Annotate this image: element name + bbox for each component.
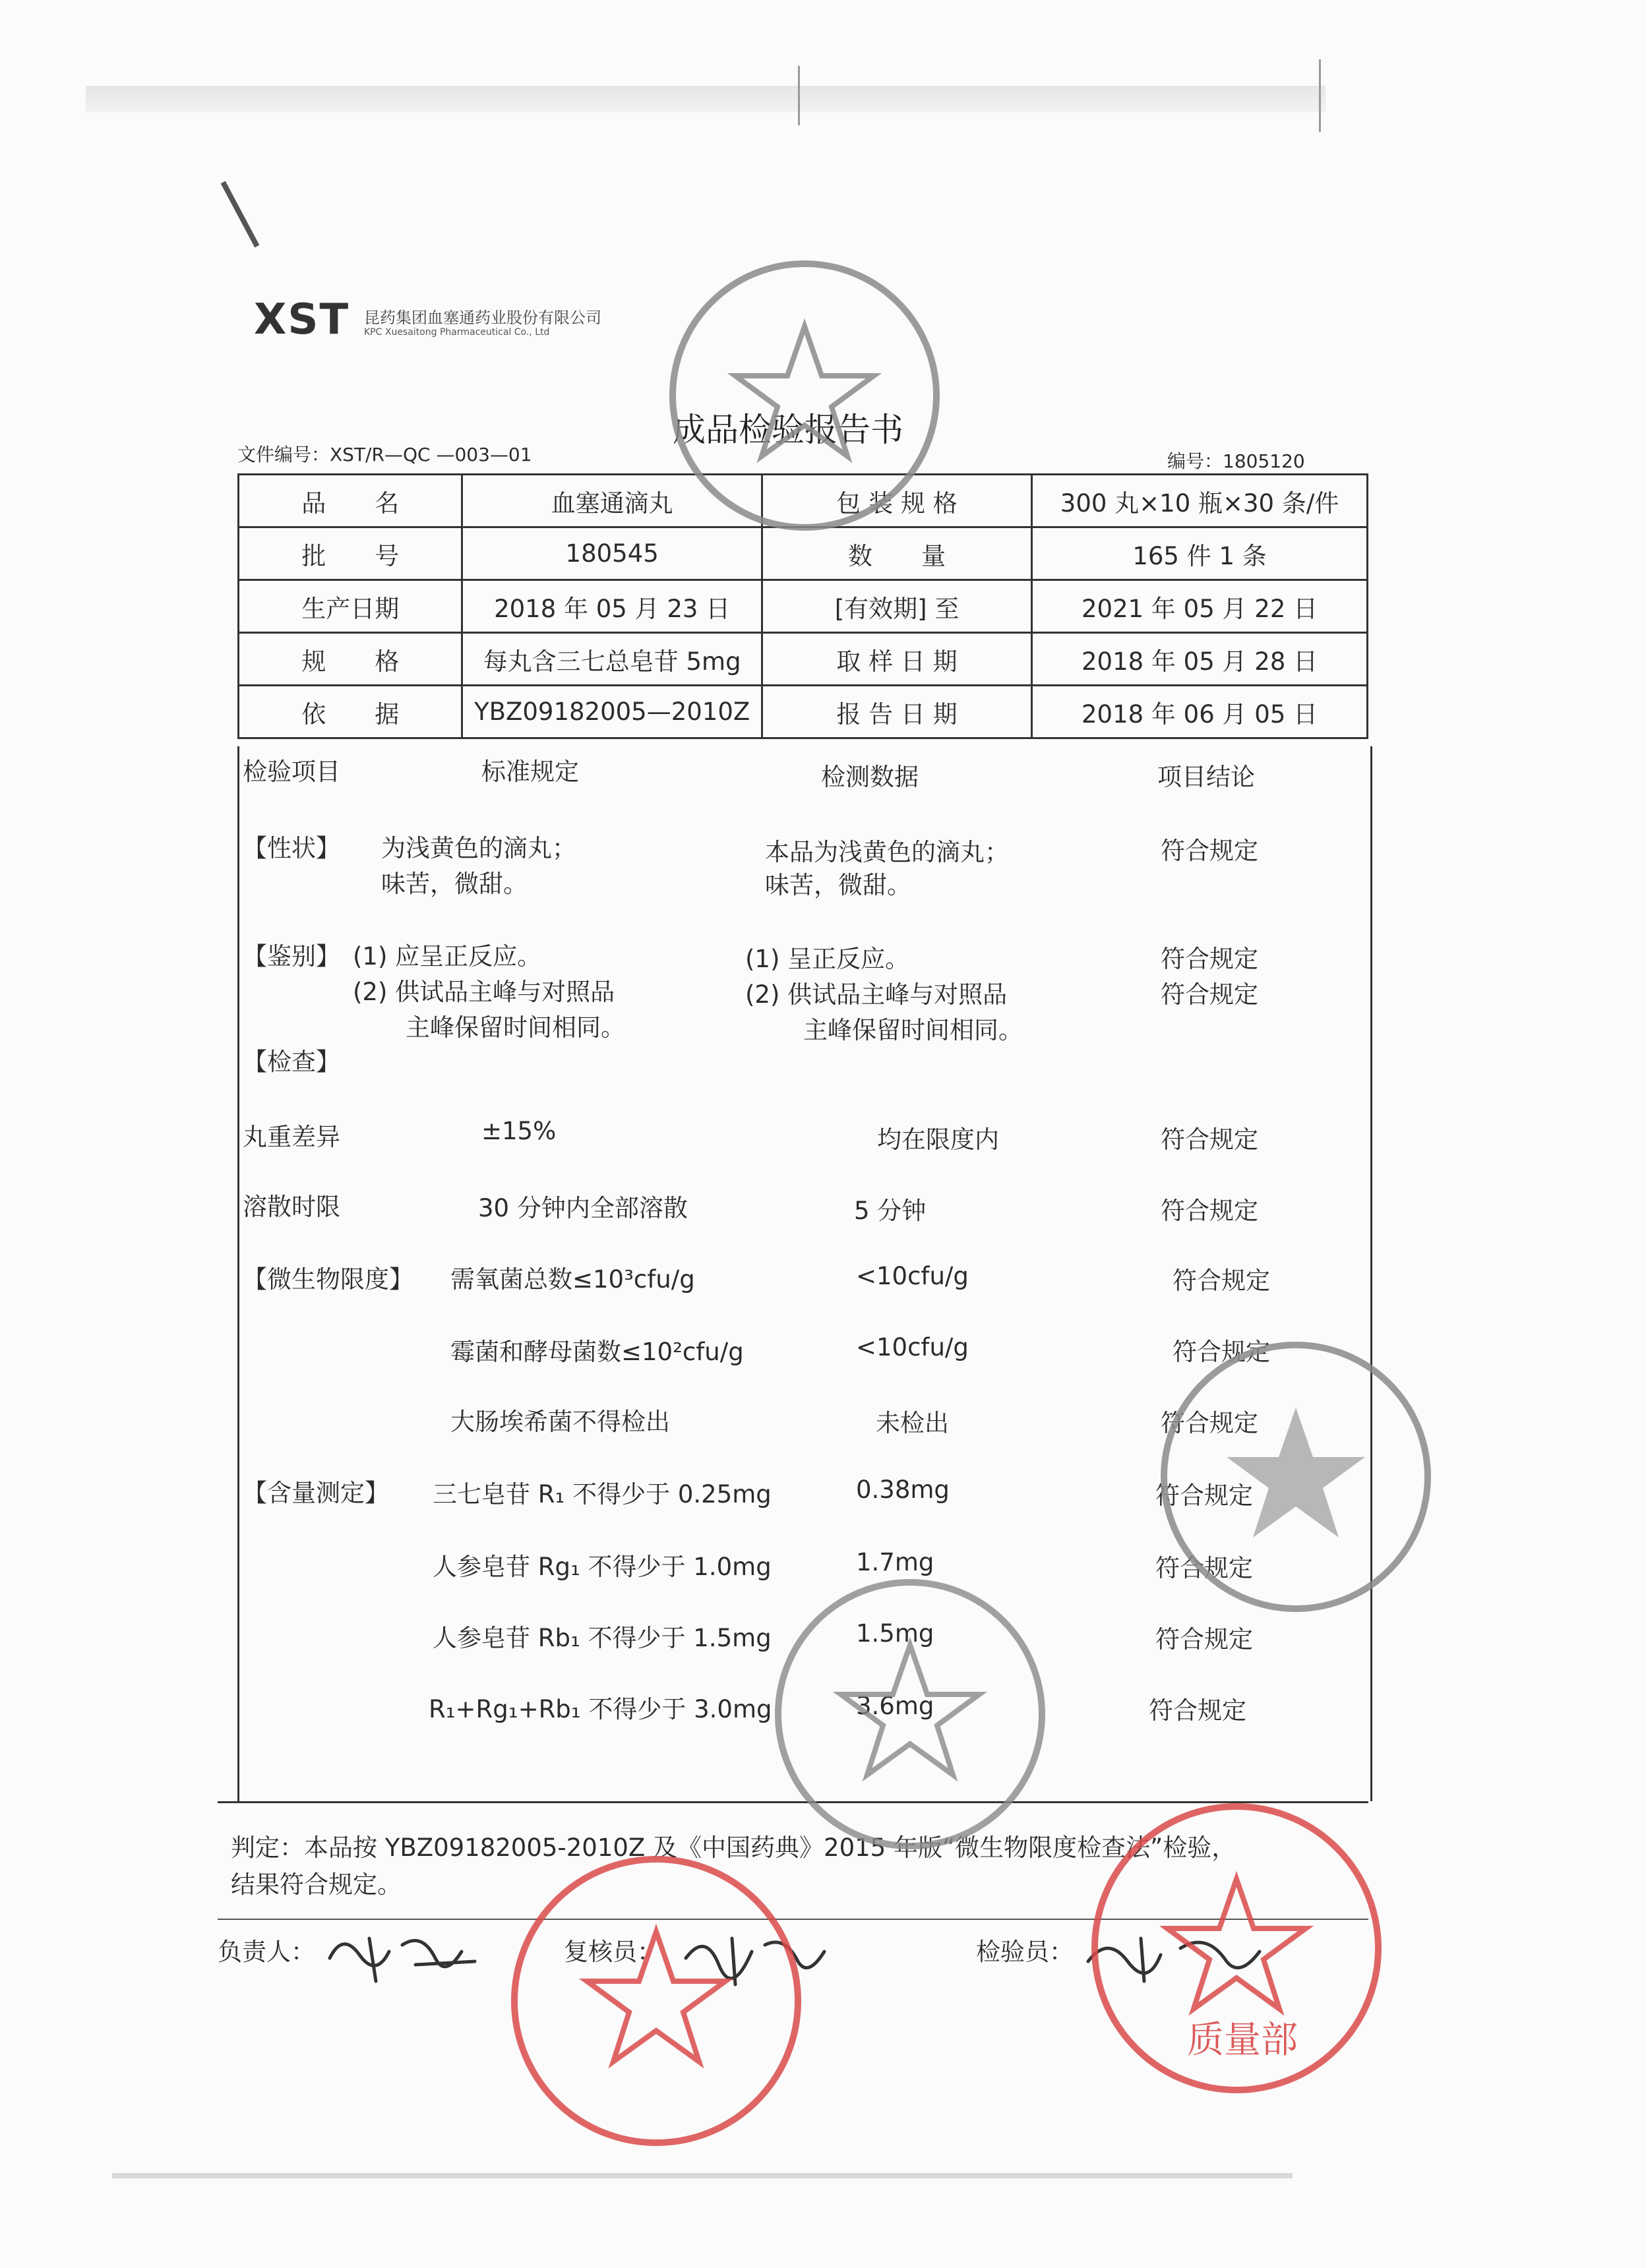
- report-number: 编号：1805120: [1167, 450, 1305, 472]
- col-conclusion: 项目结论: [1157, 763, 1255, 791]
- microbial-conclusion: 符合规定: [1173, 1267, 1270, 1295]
- product-name-label: 品 名: [239, 475, 462, 527]
- spec-label: 规 格: [239, 633, 462, 686]
- product-name-value: 血塞通滴丸: [462, 475, 762, 527]
- scan-mark: [221, 181, 260, 248]
- col-data: 检测数据: [821, 763, 919, 791]
- report-date-label: 报 告 日 期: [762, 686, 1031, 738]
- identification-data: (1) 呈正反应。: [745, 945, 910, 973]
- responsible-label: 负责人：: [218, 1938, 315, 1966]
- microbial-standard: 霉菌和酵母菌数≤10²cfu/g: [450, 1338, 744, 1366]
- quantity-label: 数 量: [762, 527, 1031, 580]
- identification-data: 主峰保留时间相同。: [803, 1016, 1023, 1044]
- expiry-label: [有效期] 至: [762, 580, 1031, 633]
- identification-data: (2) 供试品主峰与对照品: [745, 980, 1008, 1009]
- assay-conclusion: 符合规定: [1155, 1554, 1253, 1582]
- basis-label: 依 据: [239, 686, 462, 738]
- identification-standard: (1) 应呈正反应。: [353, 942, 542, 970]
- identification-standard: (2) 供试品主峰与对照品: [353, 978, 615, 1006]
- report-date-value: 2018 年 06 月 05 日: [1032, 686, 1368, 738]
- assay-standard: 人参皂苷 Rb₁ 不得少于 1.5mg: [433, 1624, 772, 1652]
- col-item: 检验项目: [243, 758, 340, 786]
- batch-value: 180545: [462, 527, 762, 580]
- weight-variation-label: 丸重差异: [243, 1123, 340, 1151]
- scan-fold-line: [1319, 59, 1321, 132]
- identification-standard: 主峰保留时间相同。: [406, 1013, 625, 1042]
- scan-shadow-line: [112, 2173, 1293, 2178]
- spec-value: 每丸含三七总皂苷 5mg: [462, 633, 762, 686]
- microbial-data: <10cfu/g: [856, 1333, 969, 1361]
- quantity-value: 165 件 1 条: [1032, 527, 1368, 580]
- expiry-value: 2021 年 05 月 22 日: [1032, 580, 1368, 633]
- scan-shadow-band: [86, 86, 1326, 112]
- microbial-standard: 需氧菌总数≤10³cfu/g: [450, 1265, 695, 1294]
- sampling-date-value: 2018 年 05 月 28 日: [1032, 633, 1368, 686]
- doc-number: 文件编号：XST/R—QC —003—01: [237, 444, 532, 465]
- responsible-signature: [323, 1919, 481, 1991]
- identification-label: 【鉴别】: [243, 942, 340, 970]
- identification-conclusion: 符合规定: [1161, 945, 1258, 973]
- stamp-text: 质量部: [1187, 2019, 1298, 2062]
- assay-label: 【含量测定】: [243, 1479, 389, 1507]
- company-seal-stamp: [765, 1569, 1055, 1859]
- inspector-label: 检验员：: [976, 1938, 1074, 1966]
- company-logo: XST: [254, 295, 350, 344]
- microbial-conclusion: 符合规定: [1173, 1338, 1270, 1366]
- company-seal-stamp: [659, 251, 950, 541]
- batch-label: 批 号: [239, 527, 462, 580]
- red-quality-stamp: [1082, 1793, 1391, 2103]
- quality-dept-stamp: [1151, 1332, 1441, 1622]
- weight-variation-data: 均在限度内: [877, 1125, 999, 1154]
- table-row: [239, 580, 1368, 633]
- character-data: 本品为浅黄色的滴丸；: [765, 838, 1009, 866]
- weight-variation-standard: ±15%: [481, 1117, 557, 1145]
- microbial-data: <10cfu/g: [856, 1262, 969, 1290]
- assay-data: 1.5mg: [856, 1619, 934, 1648]
- disintegration-conclusion: 符合规定: [1161, 1197, 1258, 1225]
- character-conclusion: 符合规定: [1161, 837, 1258, 865]
- assay-conclusion: 符合规定: [1155, 1481, 1253, 1510]
- microbial-standard: 大肠埃希菌不得检出: [450, 1408, 670, 1436]
- disintegration-label: 溶散时限: [243, 1193, 340, 1221]
- table-row: [239, 686, 1368, 738]
- assay-standard: 人参皂苷 Rg₁ 不得少于 1.0mg: [433, 1553, 772, 1581]
- col-standard: 标准规定: [481, 758, 579, 786]
- character-data: 味苦，微甜。: [765, 871, 911, 899]
- red-seal-stamp: [501, 1846, 811, 2156]
- assay-data: 0.38mg: [856, 1476, 950, 1504]
- assay-conclusion: 符合规定: [1155, 1625, 1253, 1654]
- assay-data: 1.7mg: [856, 1548, 934, 1576]
- identification-conclusion: 符合规定: [1161, 980, 1258, 1009]
- microbial-label: 【微生物限度】: [243, 1265, 413, 1294]
- assay-data: 3.6mg: [856, 1692, 934, 1720]
- inspection-label: 【检查】: [243, 1048, 340, 1076]
- microbial-conclusion: 符合规定: [1161, 1409, 1258, 1437]
- scan-fold-line: [798, 66, 800, 125]
- company-name-cn: 昆药集团血塞通药业股份有限公司: [364, 309, 601, 327]
- assay-standard: 三七皂苷 R₁ 不得少于 0.25mg: [433, 1480, 772, 1508]
- character-label: 【性状】: [243, 834, 340, 862]
- character-standard: 味苦，微甜。: [381, 870, 528, 898]
- reviewer-label: 复核员：: [564, 1938, 661, 1966]
- document-title: 成品检验报告书: [673, 411, 903, 449]
- production-date-label: 生产日期: [239, 580, 462, 633]
- sampling-date-label: 取 样 日 期: [762, 633, 1031, 686]
- judgement-text: 结果符合规定。: [231, 1870, 402, 1899]
- table-row: [239, 633, 1368, 686]
- package-value: 300 丸×10 瓶×30 条/件: [1032, 475, 1368, 527]
- company-name-en: KPC Xuesaitong Pharmaceutical Co., Ltd: [364, 327, 550, 338]
- microbial-data: 未检出: [876, 1409, 949, 1437]
- assay-conclusion: 符合规定: [1149, 1696, 1246, 1725]
- production-date-value: 2018 年 05 月 23 日: [462, 580, 762, 633]
- disintegration-standard: 30 分钟内全部溶散: [478, 1194, 688, 1222]
- basis-value: YBZ09182005—2010Z: [462, 686, 762, 738]
- judgement-text: 判定：本品按 YBZ09182005-2010Z 及《中国药典》2015 年版“微生物限度检查法”检验，: [231, 1834, 1236, 1862]
- assay-standard: R₁+Rg₁+Rb₁ 不得少于 3.0mg: [429, 1695, 772, 1723]
- disintegration-data: 5 分钟: [854, 1197, 927, 1225]
- package-label: 包 装 规 格: [762, 475, 1031, 527]
- weight-variation-conclusion: 符合规定: [1161, 1125, 1258, 1154]
- character-standard: 为浅黄色的滴丸；: [381, 834, 576, 862]
